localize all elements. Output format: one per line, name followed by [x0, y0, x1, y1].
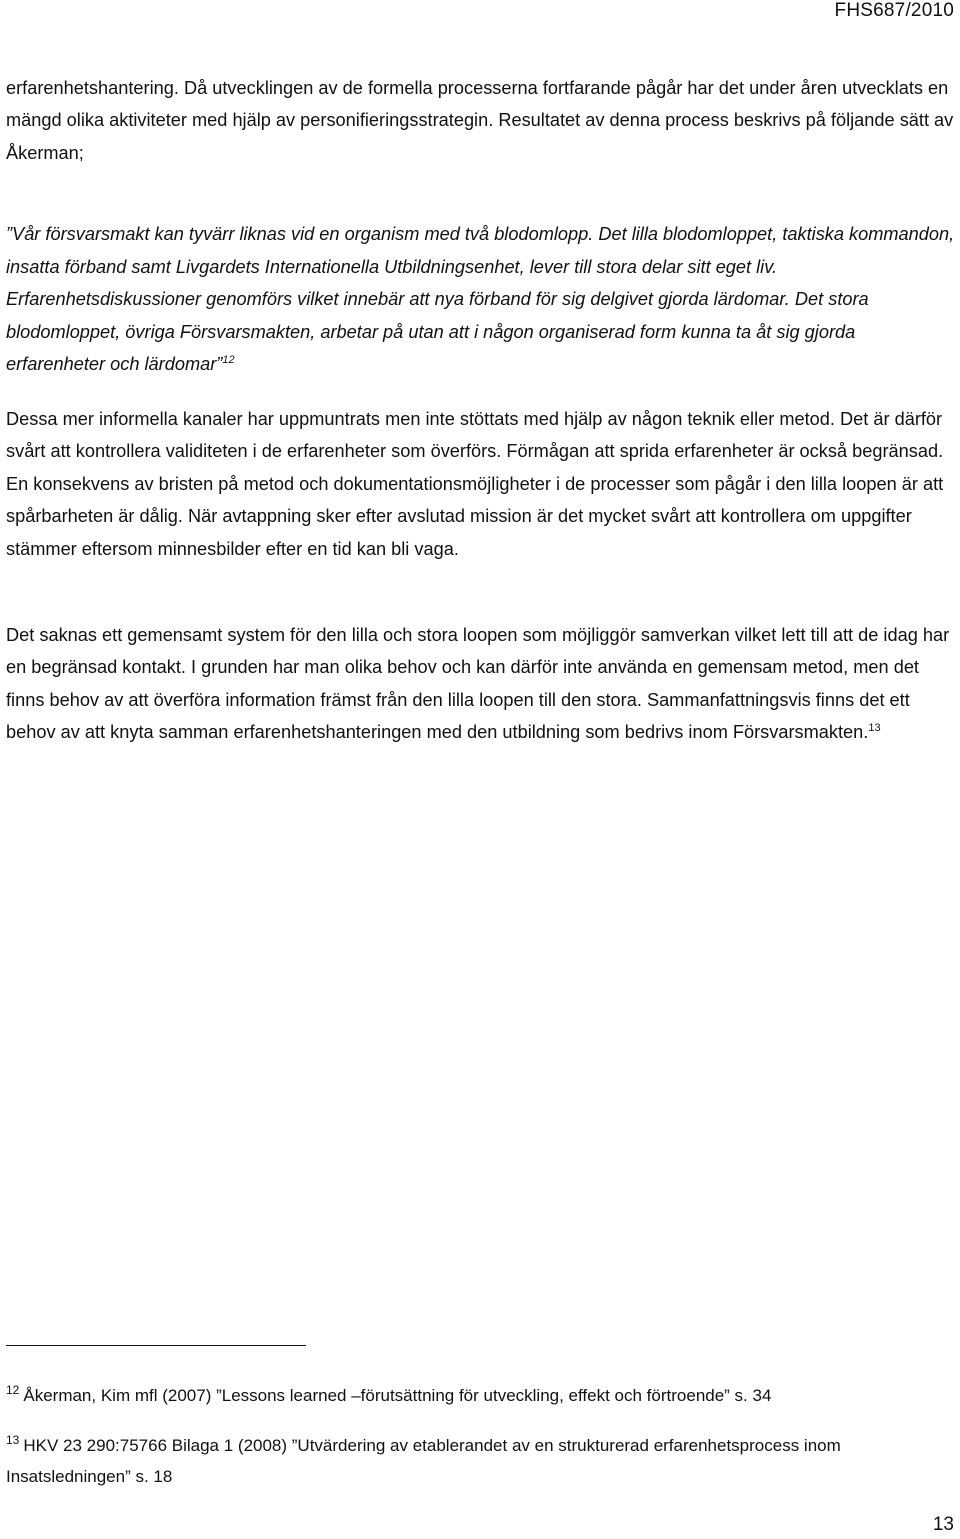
footnote-number: 13 — [6, 1433, 20, 1447]
footnote-ref-13[interactable]: 13 — [868, 722, 881, 735]
footnote-12 — [6, 1380, 958, 1411]
page-number: 13 — [932, 1514, 954, 1535]
paragraph-1: erfarenhetshantering. Då utvecklingen av de formella processerna fortfarande pågår har det under åren utvecklats en mängd olika aktiviteter med hjälp av personifieringsstrategin. Resultatet av denna process beskrivs på följande sätt av Åkerman; — [6, 78, 954, 163]
block-quote — [6, 218, 958, 381]
footnote-ref-12[interactable]: 12 — [222, 354, 235, 367]
document-id-header: FHS687/2010 — [834, 0, 954, 21]
footnote-separator — [6, 1345, 306, 1346]
footnote-13 — [6, 1430, 958, 1492]
footnote-text: HKV 23 290:75766 Bilaga 1 (2008) ”Utvärdering av etablerandet av en strukturerad erfarenhetsprocess inom Insatsledningen” s. 18 — [6, 1436, 841, 1486]
paragraph-3 — [6, 619, 958, 749]
footnote-text: Åkerman, Kim mfl (2007) ”Lessons learned –förutsättning för utveckling, effekt och förtroende” s. 34 — [23, 1386, 772, 1405]
footnote-number: 12 — [6, 1383, 20, 1397]
paragraph-2: Dessa mer informella kanaler har uppmuntrats men inte stöttats med hjälp av någon teknik eller metod. Det är därför svårt att kontrollera validiteten i de erfarenheter som överförs. Förmågan att sprida erfarenheter är också begränsad. En konsekvens av bristen på metod och dokumentationsmöjligheter i de processer som pågår i den lilla loopen är att spårbarheten är dålig. När avtappning sker efter avslutad mission är det mycket svårt att kontrollera om uppgifter stämmer eftersom minnesbilder efter en tid kan bli vaga. — [6, 409, 944, 559]
quote-text: ”Vår försvarsmakt kan tyvärr liknas vid en organism med två blodomlopp. Det lilla blodomloppet, taktiska kommandon, insatta förband samt Livgardets Internationella Utbildningsenhet, lever till stora delar sitt eget liv. Erfarenhetsdiskussioner genomförs vilket innebär att nya förband för sig delgivet gjorda lärdomar. Det stora blodomloppet, övriga Försvarsmakten, arbetar på utan att i någon organiserad form kunna ta åt sig gjorda erfarenheter och lärdomar” — [6, 224, 955, 375]
paragraph-3-text: Det saknas ett gemensamt system för den lilla och stora loopen som möjliggör samverkan vilket lett till att de idag har en begränsad kontakt. I grunden har man olika behov och kan därför inte använda en gemensam metod, men det finns behov av att överföra information främst från den lilla loopen till den stora. Sammanfattningsvis finns det ett behov av att knyta samman erfarenhetshanteringen med den utbildning som bedrivs inom Försvarsmakten. — [6, 625, 950, 743]
